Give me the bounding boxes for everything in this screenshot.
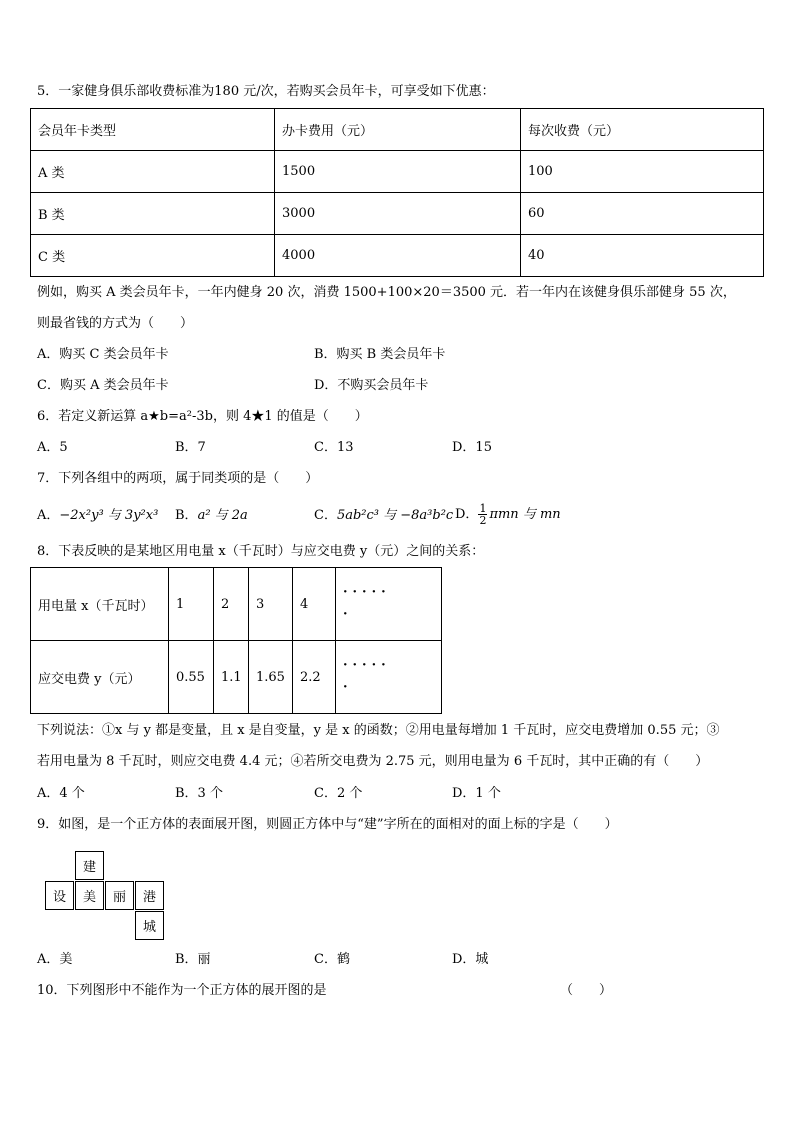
table-cell: 0.55: [169, 641, 214, 714]
table-cell: A 类: [31, 151, 275, 193]
q5-option-d[interactable]: D．不购买会员年卡: [314, 378, 429, 393]
q9-stem: 9．如图，是一个正方体的表面展开图，则圆正方体中与“建”字所在的面相对的面上标的字是（ ）: [37, 817, 618, 832]
table-row: [31, 568, 442, 641]
q8-option-b[interactable]: B．3 个: [175, 786, 223, 801]
q6-option-d[interactable]: D．15: [452, 440, 492, 455]
q5-option-b[interactable]: B．购买 B 类会员年卡: [314, 347, 446, 362]
ellipsis-dots: ·····: [343, 658, 391, 673]
q7-stem: 7．下列各组中的两项，属于同类项的是（ ）: [37, 471, 319, 486]
table-cell: B 类: [31, 193, 275, 235]
q8-statement-2: 若用电量为 8 千瓦时，则应交电费 4.4 元；④若所交电费为 2.75 元，则用电量为 6 千瓦时，其中正确的有（ ）: [37, 754, 709, 769]
table-cell: 1.65: [249, 641, 293, 714]
net-face: 丽: [105, 881, 134, 910]
table-cell: 40: [521, 235, 764, 277]
table-row: [31, 151, 764, 193]
cube-net-diagram: [45, 851, 165, 939]
table-cell: 4000: [275, 235, 521, 277]
q7-a-expression: −2x²y³ 与 3y²x³: [59, 508, 159, 523]
q10-stem: 10．下列图形中不能作为一个正方体的展开图的是: [37, 983, 327, 998]
q8-statement-1: 下列说法：①x 与 y 都是变量，且 x 是自变量，y 是 x 的函数；②用电量每增加 1 千瓦时，应交电费增加 0.55 元；③: [37, 723, 720, 738]
membership-table: [30, 108, 764, 277]
table-cell-ellipsis: [336, 641, 442, 714]
q5-option-a[interactable]: A．购买 C 类会员年卡: [37, 347, 169, 362]
option-letter: A．: [37, 508, 60, 523]
net-face-top: 建: [75, 851, 104, 880]
table-cell: 60: [521, 193, 764, 235]
option-letter: D．: [455, 507, 479, 522]
q6-stem: 6．若定义新运算 a★b=a²-3b，则 4★1 的值是（ ）: [37, 409, 368, 424]
q6-option-a[interactable]: A．5: [37, 440, 68, 455]
q8-option-c[interactable]: C．2 个: [314, 786, 363, 801]
q7-option-c[interactable]: [314, 508, 453, 524]
table-cell: 3000: [275, 193, 521, 235]
table-cell: 1: [169, 568, 214, 641]
table-header: 办卡费用（元）: [275, 109, 521, 151]
q7-b-expression: a² 与 2a: [197, 508, 248, 523]
ellipsis-dots: ·: [343, 607, 353, 622]
q5-stem: 5．一家健身俱乐部收费标准为180 元/次，若购买会员年卡，可享受如下优惠：: [37, 84, 495, 99]
table-cell: 1.1: [214, 641, 249, 714]
table-cell: 100: [521, 151, 764, 193]
table-cell: C 类: [31, 235, 275, 277]
q8-option-a[interactable]: A．4 个: [37, 786, 85, 801]
q10-answer-paren: （ ）: [560, 983, 613, 998]
fraction-denominator: 2: [479, 514, 487, 527]
q5-option-c[interactable]: C．购买 A 类会员年卡: [37, 378, 169, 393]
ellipsis-dots: ·: [343, 680, 353, 695]
table-cell: 3: [249, 568, 293, 641]
q7-option-b[interactable]: [175, 508, 248, 524]
table-cell: 2: [214, 568, 249, 641]
fraction-numerator: 1: [479, 502, 487, 515]
table-header: 应交电费 y（元）: [31, 641, 169, 714]
table-row: [31, 641, 442, 714]
q7-c-expression: 5ab²c³ 与 −8a³b²c: [336, 508, 454, 523]
table-cell: 2.2: [293, 641, 336, 714]
option-letter: C．: [314, 508, 337, 523]
q6-option-b[interactable]: B．7: [175, 440, 206, 455]
q5-question: 则最省钱的方式为（ ）: [37, 316, 194, 331]
q9-option-c[interactable]: C．鹤: [314, 952, 350, 967]
table-header: 用电量 x（千瓦时）: [31, 568, 169, 641]
q9-option-a[interactable]: A．美: [37, 952, 73, 967]
table-cell: 1500: [275, 151, 521, 193]
q9-option-d[interactable]: D．城: [452, 952, 489, 967]
q7-option-a[interactable]: [37, 508, 158, 524]
table-row: [31, 235, 764, 277]
q8-option-d[interactable]: D．1 个: [452, 786, 501, 801]
table-cell: 4: [293, 568, 336, 641]
table-header: 会员年卡类型: [31, 109, 275, 151]
ellipsis-dots: ·····: [343, 585, 391, 600]
q7-d-expression: πmn 与 mn: [489, 507, 561, 522]
q5-example: 例如，购买 A 类会员年卡，一年内健身 20 次，消费 1500+100×20＝3500 元．若一年内在该健身俱乐部健身 55 次，: [37, 285, 736, 300]
q8-stem: 8．下表反映的是某地区用电量 x（千瓦时）与应交电费 y（元）之间的关系：: [37, 544, 485, 559]
q6-option-c[interactable]: C．13: [314, 440, 354, 455]
net-face: 港: [135, 881, 164, 910]
q9-option-b[interactable]: B．丽: [175, 952, 211, 967]
q7-option-d[interactable]: [455, 500, 561, 530]
table-header: 每次收费（元）: [521, 109, 764, 151]
net-face: 设: [45, 881, 74, 910]
table-row: [31, 193, 764, 235]
option-letter: B．: [175, 508, 198, 523]
table-cell-ellipsis: [336, 568, 442, 641]
net-face-bottom: 城: [135, 911, 164, 940]
table-row: [31, 109, 764, 151]
fraction: [478, 503, 487, 526]
net-face: 美: [75, 881, 104, 910]
electricity-table: [30, 567, 442, 714]
